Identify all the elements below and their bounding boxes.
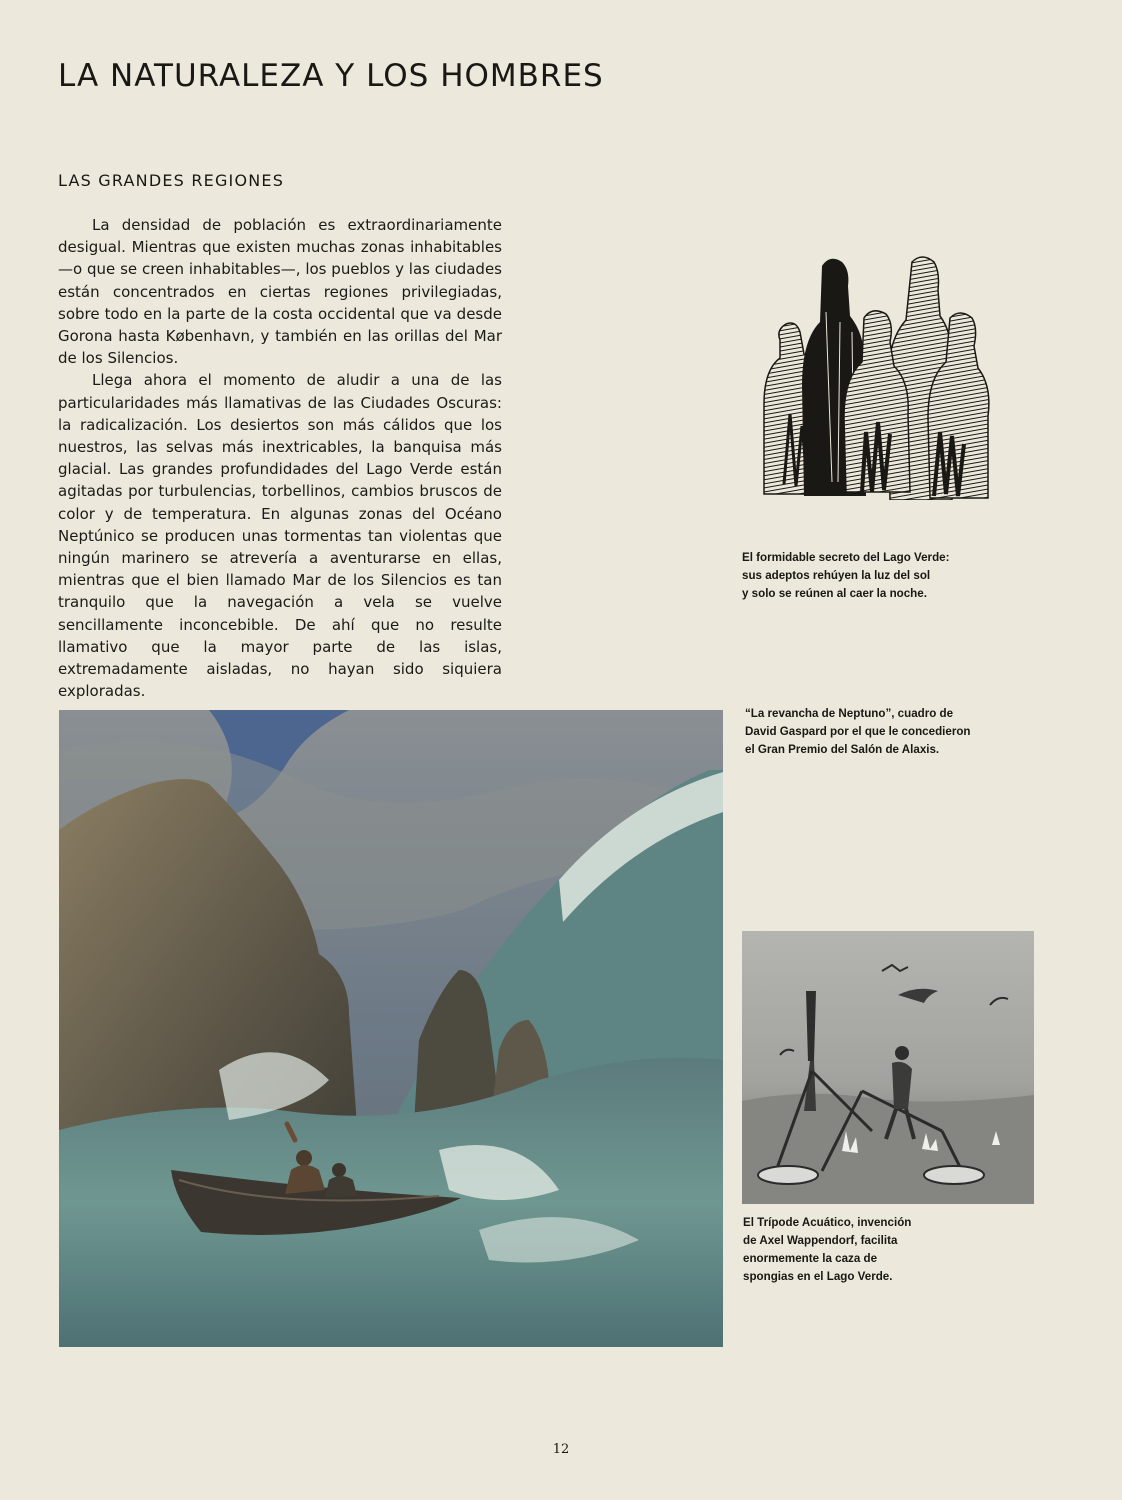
tripod-caption: El Trípode Acuático, invención de Axel Wappendorf, facilita enormemente la caza de spongias en el Lago Verde. <box>743 1216 912 1283</box>
page-number: 12 <box>552 1442 570 1457</box>
body-text <box>58 214 502 702</box>
section-title: LAS GRANDES REGIONES <box>58 171 285 190</box>
hooded-figures-illustration <box>740 252 990 500</box>
hooded-figures-caption: El formidable secreto del Lago Verde: sus adeptos rehúyen la luz del sol y solo se reúnen al caer la noche. <box>742 551 950 600</box>
body-paragraph: Llega ahora el momento de aludir a una de las particularidades más llamativas de las Ciudades Oscuras: la radicalización. Los desiertos son más cálidos que los nuestros, las selvas más inextricables, la banquisa más glacial. Las grandes profundidades del Lago Verde están agitadas por turbulencias, torbellinos, cambios bruscos de color y de temperatura. En algunas zonas del Océano Neptúnico se producen unas tormentas tan violentas que ningún marinero se atrevería a aventurarse en ellas, mientras que el bien llamado Mar de los Silencios es tan tranquilo que la navegación a vela se vuelve sencillamente inconcebible. De ahí que no resulte llamativo que la mayor parte de las islas, extremadamente aisladas, no hayan sido siquiera exploradas. <box>58 371 502 701</box>
aquatic-tripod-illustration <box>742 931 1034 1204</box>
page-title: LA NATURALEZA Y LOS HOMBRES <box>58 58 604 94</box>
painting-caption: “La revancha de Neptuno”, cuadro de David Gaspard por el que le concedieron el Gran Premio del Salón de Alaxis. <box>745 707 971 756</box>
body-paragraph: La densidad de población es extraordinariamente desigual. Mientras que existen muchas zonas inhabitables —o que se creen inhabitables—, los pueblos y las ciudades están concentrados en ciertas regiones privilegiadas, sobre todo en la parte de la costa occidental que va desde Gorona hasta København, y también en las orillas del Mar de los Silencios. <box>58 216 502 368</box>
storm-painting <box>59 710 723 1347</box>
